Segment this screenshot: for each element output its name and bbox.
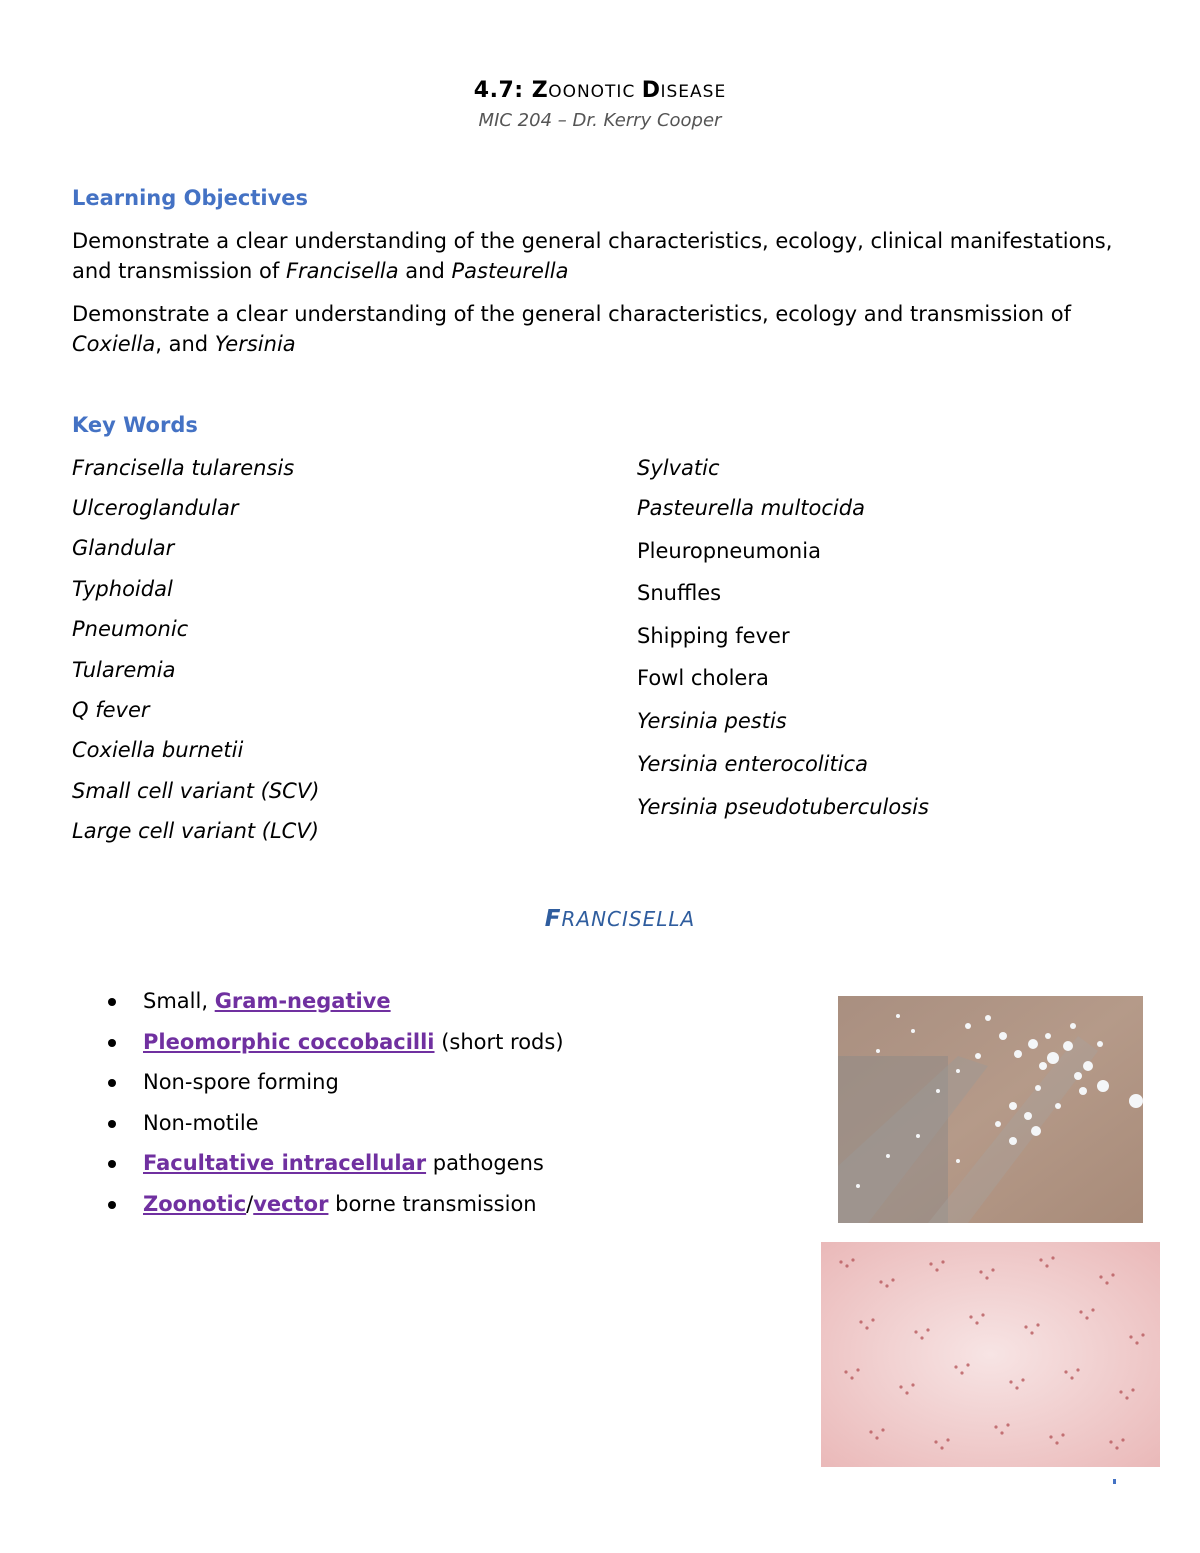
bullet-icon — [108, 1160, 116, 1168]
culture-plate-graphic — [838, 996, 1143, 1223]
keyword-right: Yersinia enterocolitica — [637, 752, 868, 776]
keyword-left: Q fever — [72, 698, 150, 722]
keyword-right: Fowl cholera — [637, 666, 769, 690]
keyword-left: Small cell variant (SCV) — [72, 779, 320, 803]
bullet-text: (short rods) — [434, 1029, 564, 1054]
keyword-right: Shipping fever — [637, 624, 790, 648]
list-item — [108, 1067, 788, 1108]
zoonotic-link[interactable]: Zoonotic — [143, 1191, 247, 1216]
title-isease: ISEASE — [660, 82, 727, 102]
title-oonotic: OONOTIC — [548, 82, 642, 102]
list-item — [108, 1148, 788, 1189]
keyword-right: Yersinia pseudotuberculosis — [637, 795, 929, 819]
objective-2-em-1: Coxiella — [72, 332, 156, 356]
section-title-rest: RANCISELLA — [561, 907, 696, 931]
gram-stain-micrograph-image — [821, 1242, 1160, 1467]
keyword-left: Francisella tularensis — [72, 456, 295, 480]
bullet-text: pathogens — [426, 1151, 544, 1175]
micrograph-graphic — [821, 1242, 1160, 1467]
objective-1-text: Demonstrate a clear understanding of the general characteristics, ecology, clinical manifestations, and transmission of — [72, 229, 1113, 283]
objective-2-text: Demonstrate a clear understanding of the general characteristics, ecology and transmission of — [72, 302, 1072, 326]
bullet-text: Small, — [143, 989, 215, 1013]
keyword-left: Coxiella burnetii — [72, 738, 244, 762]
list-item — [108, 986, 788, 1027]
keyword-right: Pasteurella multocida — [637, 496, 865, 520]
objective-1-em-2: Pasteurella — [451, 259, 569, 283]
bullet-text: Non-motile — [143, 1110, 259, 1135]
keyword-left: Tularemia — [72, 658, 176, 682]
bullet-text: Non-spore forming — [143, 1070, 339, 1094]
title-initial-z: Z — [531, 78, 549, 103]
francisella-section-title — [0, 906, 1200, 932]
culture-plate-image — [838, 996, 1143, 1223]
bullet-text: borne transmission — [328, 1191, 537, 1216]
title-number: 4.7: — [473, 78, 532, 103]
keyword-left: Large cell variant (LCV) — [72, 819, 319, 843]
keyword-right: Pleuropneumonia — [637, 539, 821, 563]
francisella-bullet-list — [108, 986, 788, 1229]
objective-2 — [72, 299, 1132, 359]
keyword-left: Glandular — [72, 536, 175, 560]
keyword-left: Ulceroglandular — [72, 496, 239, 520]
objective-2-and: , and — [155, 332, 215, 356]
title-initial-d: D — [641, 78, 661, 103]
objective-1-em-1: Francisella — [285, 259, 399, 283]
bullet-icon — [108, 998, 116, 1006]
page-mark — [1113, 1479, 1116, 1484]
facultative-intracellular-link[interactable]: Facultative intracellular — [143, 1151, 427, 1175]
bullet-icon — [108, 1079, 116, 1087]
keyword-right: Sylvatic — [637, 456, 720, 480]
objective-1-and: and — [398, 259, 452, 283]
list-item — [108, 1108, 788, 1149]
keyword-right: Snuffles — [637, 581, 722, 605]
keyword-right: Yersinia pestis — [637, 709, 787, 733]
page-subtitle: MIC 204 – Dr. Kerry Cooper — [478, 110, 722, 131]
list-item — [108, 1027, 788, 1068]
section-title-initial: F — [544, 906, 562, 932]
bullet-icon — [108, 1039, 116, 1047]
keyword-left: Pneumonic — [72, 617, 189, 641]
keyword-left: Typhoidal — [72, 577, 173, 601]
list-item — [108, 1189, 788, 1230]
objective-2-em-2: Yersinia — [214, 332, 296, 356]
key-words-heading: Key Words — [72, 413, 198, 437]
bullet-icon — [108, 1120, 116, 1128]
pleomorphic-coccobacilli-link[interactable]: Pleomorphic coccobacilli — [143, 1029, 435, 1054]
page-title — [0, 78, 1200, 103]
objective-1 — [72, 226, 1132, 286]
bullet-separator: / — [246, 1191, 254, 1216]
bullet-icon — [108, 1201, 116, 1209]
vector-link[interactable]: vector — [253, 1191, 329, 1216]
learning-objectives-heading: Learning Objectives — [72, 186, 309, 210]
gram-negative-link[interactable]: Gram-negative — [214, 989, 391, 1013]
